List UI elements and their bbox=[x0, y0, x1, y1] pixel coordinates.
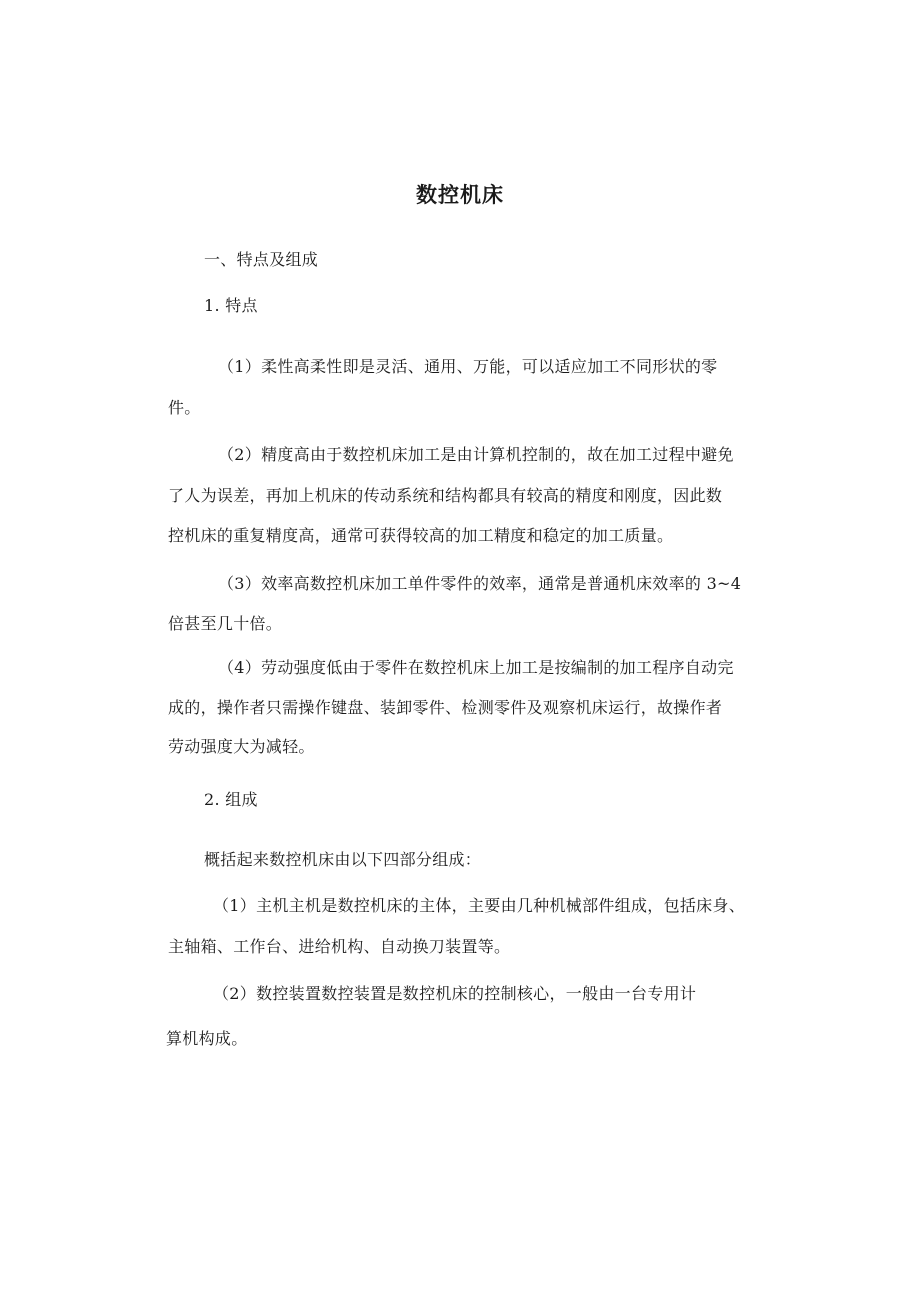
paragraph-line: 成的，操作者只需操作键盘、装卸零件、检测零件及观察机床运行，故操作者 bbox=[168, 698, 723, 717]
subsection-heading-features: 1. 特点 bbox=[204, 296, 258, 315]
paragraph-line: 控机床的重复精度高，通常可获得较高的加工精度和稳定的加工质量。 bbox=[168, 526, 674, 545]
paragraph-line: （2）精度高由于数控机床加工是由计算机控制的，故在加工过程中避免 bbox=[218, 445, 734, 464]
section-heading: 一、特点及组成 bbox=[204, 250, 319, 269]
paragraph-line: （1）主机主机是数控机床的主体，主要由几种机械部件组成，包括床身、 bbox=[213, 896, 746, 915]
paragraph-line: （3）效率高数控机床加工单件零件的效率，通常是普通机床效率的 3~4 bbox=[218, 574, 742, 593]
paragraph-line: 算机构成。 bbox=[166, 1029, 248, 1048]
composition-intro: 概括起来数控机床由以下四部分组成： bbox=[204, 850, 482, 869]
paragraph-line: 件。 bbox=[168, 398, 201, 417]
document-title: 数控机床 bbox=[416, 182, 504, 207]
paragraph-line: 倍甚至几十倍。 bbox=[168, 614, 283, 633]
subsection-heading-composition: 2. 组成 bbox=[204, 790, 258, 809]
paragraph-line: 劳动强度大为减轻。 bbox=[168, 737, 315, 756]
paragraph-line: （4）劳动强度低由于零件在数控机床上加工是按编制的加工程序自动完 bbox=[218, 658, 734, 677]
paragraph-line: （1）柔性高柔性即是灵活、通用、万能，可以适应加工不同形状的零 bbox=[218, 357, 718, 376]
paragraph-line: 主轴箱、工作台、进给机构、自动换刀装置等。 bbox=[168, 937, 511, 956]
paragraph-line: （2）数控装置数控装置是数控机床的控制核心，一般由一台专用计 bbox=[213, 984, 697, 1003]
paragraph-line: 了人为误差，再加上机床的传动系统和结构都具有较高的精度和刚度，因此数 bbox=[168, 486, 723, 505]
